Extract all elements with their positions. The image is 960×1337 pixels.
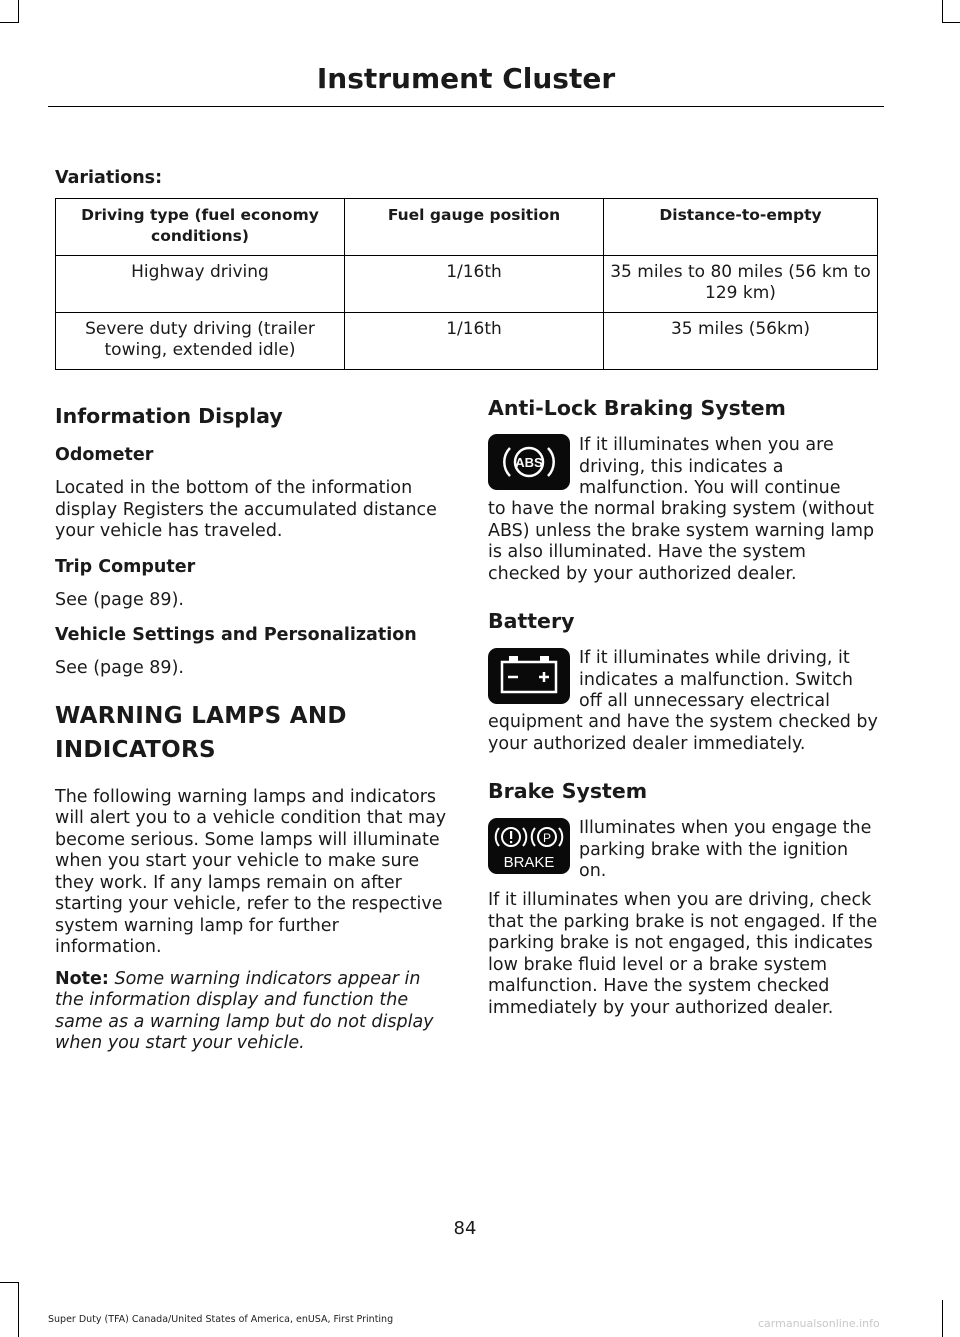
table-cell: 1/16th <box>345 256 604 313</box>
table-row <box>56 256 878 313</box>
header-divider <box>48 106 884 107</box>
abs-warning-lamp-icon <box>488 434 570 490</box>
subheading-odometer: Odometer <box>55 445 154 465</box>
subheading-vehicle-settings: Vehicle Settings and Personalization <box>55 625 417 645</box>
warning-heading-line: WARNING LAMPS AND <box>55 702 347 729</box>
table-header-cell: Fuel gauge position <box>345 199 604 256</box>
brake-icon-p-text: P <box>542 831 552 845</box>
section-heading-information-display: Information Display <box>55 404 283 428</box>
abs-icon-text: ABS <box>515 455 543 470</box>
table-row <box>56 313 878 370</box>
trip-computer-text: See (page 89). <box>55 589 184 610</box>
crop-mark <box>18 0 19 22</box>
note-label: Note: <box>55 968 109 989</box>
table-header-cell: Distance-to-empty <box>604 199 878 256</box>
abs-text-full: to have the normal braking system (without ABS) unless the brake system warning lamp is also illuminated. Have the system checked by your authorized dealer. <box>488 499 875 584</box>
warning-lamps-text: The following warning lamps and indicators will alert you to a vehicle condition that may become serious. Some lamps will illuminate when you start your vehicle to make sure they work. If any lamps remain on after starting your vehicle, refer to the respective system warning lamp for further information. <box>55 786 447 957</box>
watermark: carmanualsonline.info <box>758 1317 880 1330</box>
variations-table <box>55 198 878 370</box>
brake-text-full: If it illuminates when you are driving, check that the parking brake is not engaged. If the parking brake is not engaged, this indicates low brake fluid level or a brake system malfunction. Have the system checked immediately by your authorized dealer. <box>488 890 878 1018</box>
vehicle-settings-text: See (page 89). <box>55 658 184 678</box>
warning-heading-line: INDICATORS <box>55 736 216 763</box>
crop-mark <box>0 22 19 23</box>
brake-warning-lamp-icon <box>488 818 570 874</box>
table-header-cell: Driving type (fuel economy conditions) <box>56 199 345 256</box>
abs-icon <box>488 434 570 490</box>
footer-text: Super Duty (TFA) Canada/United States of America, enUSA, First Printing <box>48 1314 394 1325</box>
brake-icon-text: BRAKE <box>503 854 555 871</box>
section-heading-brake-system: Brake System <box>488 779 648 803</box>
table-cell: 35 miles to 80 miles (56 km to 129 km) <box>604 256 878 313</box>
brake-icon <box>488 818 570 874</box>
battery-icon <box>488 648 570 704</box>
section-heading-warning-lamps <box>55 699 447 767</box>
crop-mark <box>942 1300 943 1337</box>
crop-mark <box>942 0 943 22</box>
left-column <box>55 404 447 1055</box>
section-heading-abs: Anti-Lock Braking System <box>488 396 786 420</box>
odometer-text: Located in the bottom of the information display Registers the accumulated distance your vehicle has traveled. <box>55 478 437 541</box>
note-text: Some warning indicators appear in the information display and function the same as a warning lamp but do not display when you start your vehicle. <box>55 968 434 1053</box>
table-cell: Highway driving <box>56 256 345 313</box>
crop-mark <box>18 1282 19 1337</box>
variations-label: Variations: <box>55 168 163 188</box>
note-paragraph <box>55 969 447 1055</box>
brake-text-wrap: Illuminates when you engage the parking brake with the ignition on. <box>579 818 872 881</box>
crop-mark <box>942 22 960 23</box>
abs-text-wrap: If it illuminates when you are driving, this indicates a malfunction. You will continue <box>579 435 841 498</box>
page-title: Instrument Cluster <box>316 62 616 95</box>
battery-text-full: equipment and have the system checked by your authorized dealer immediately. <box>488 712 878 754</box>
table-header-row <box>56 199 878 256</box>
table-cell: 35 miles (56km) <box>604 313 878 370</box>
subheading-trip-computer: Trip Computer <box>55 556 196 577</box>
battery-warning-lamp-icon <box>488 648 570 704</box>
table-cell: Severe duty driving (trailer towing, extended idle) <box>56 313 345 370</box>
section-heading-battery: Battery <box>488 609 575 633</box>
battery-text-wrap: If it illuminates while driving, it indicates a malfunction. Switch off all unnecessary electrical <box>579 648 853 711</box>
table-cell: 1/16th <box>345 313 604 370</box>
page-number: 84 <box>453 1218 477 1239</box>
crop-mark <box>0 1282 19 1283</box>
